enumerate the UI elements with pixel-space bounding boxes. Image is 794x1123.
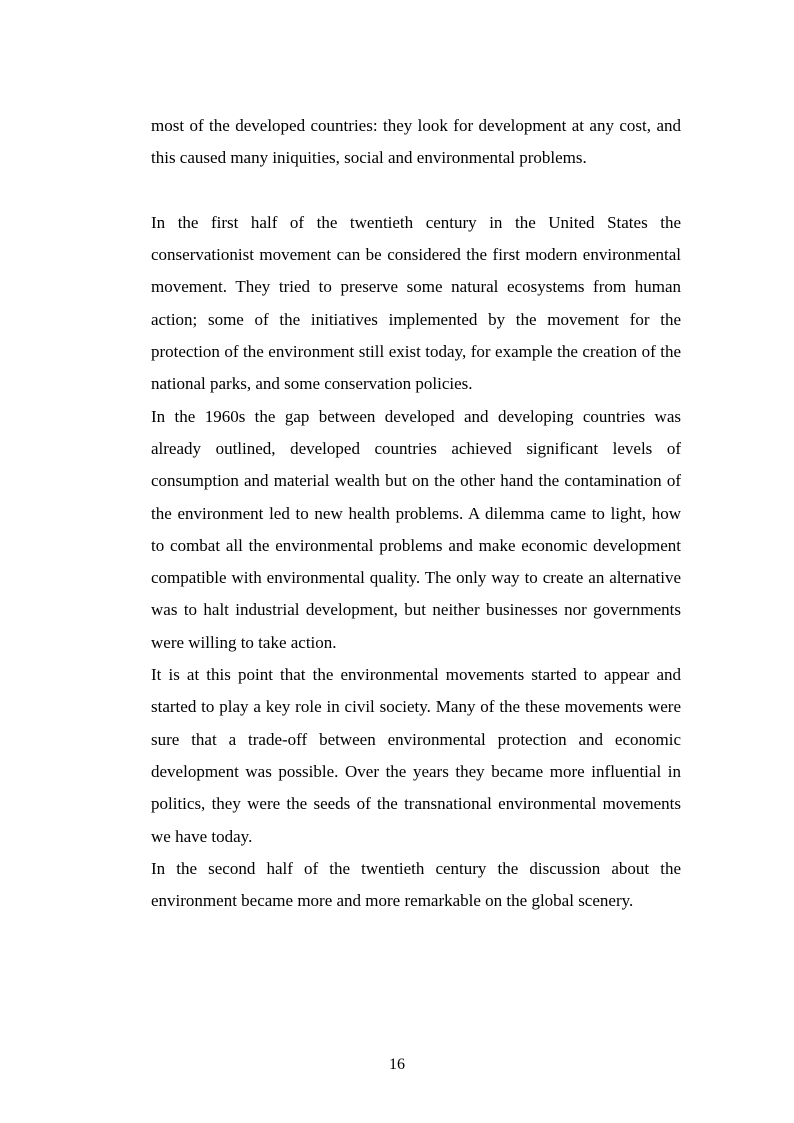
paragraph-continuation: most of the developed countries: they look for development at any cost, and this caused many iniquities, social and environmental problems.	[151, 116, 681, 168]
page-body	[151, 110, 681, 917]
page-number: 16	[389, 1056, 405, 1073]
paragraph-spacer	[151, 175, 681, 207]
paragraph-second-half-century: In the second half of the twentieth century the discussion about the environment became more and more remarkable on the global scenery.	[151, 858, 681, 911]
paragraph-environmental-movements: It is at this point that the environmental movements started to appear and started to play a key role in civil society. Many of the these movements were sure that a trade-off between environmental protection and economic development was possible. Over the years they became more influential in politics, they were the seeds of the transnational environmental movements we have today.	[151, 665, 681, 846]
paragraph-conservationist-movement: In the first half of the twentieth century in the United States the conservationist movement can be considered the first modern environmental movement. They tried to preserve some natural ecosystems from human action; some of the initiatives implemented by the movement for the protection of the environment still exist today, for example the creation of the national parks, and some conservation policies.	[151, 212, 681, 394]
paragraph-1960s-gap: In the 1960s the gap between developed and developing countries was already outlined, developed countries achieved significant levels of consumption and material wealth but on the other hand the contamination of the environment led to new health problems. A dilemma came to light, how to combat all the environmental problems and make economic development compatible with environmental quality. The only way to create an alternative was to halt industrial development, but neither businesses nor governments were willing to take action.	[151, 406, 681, 652]
